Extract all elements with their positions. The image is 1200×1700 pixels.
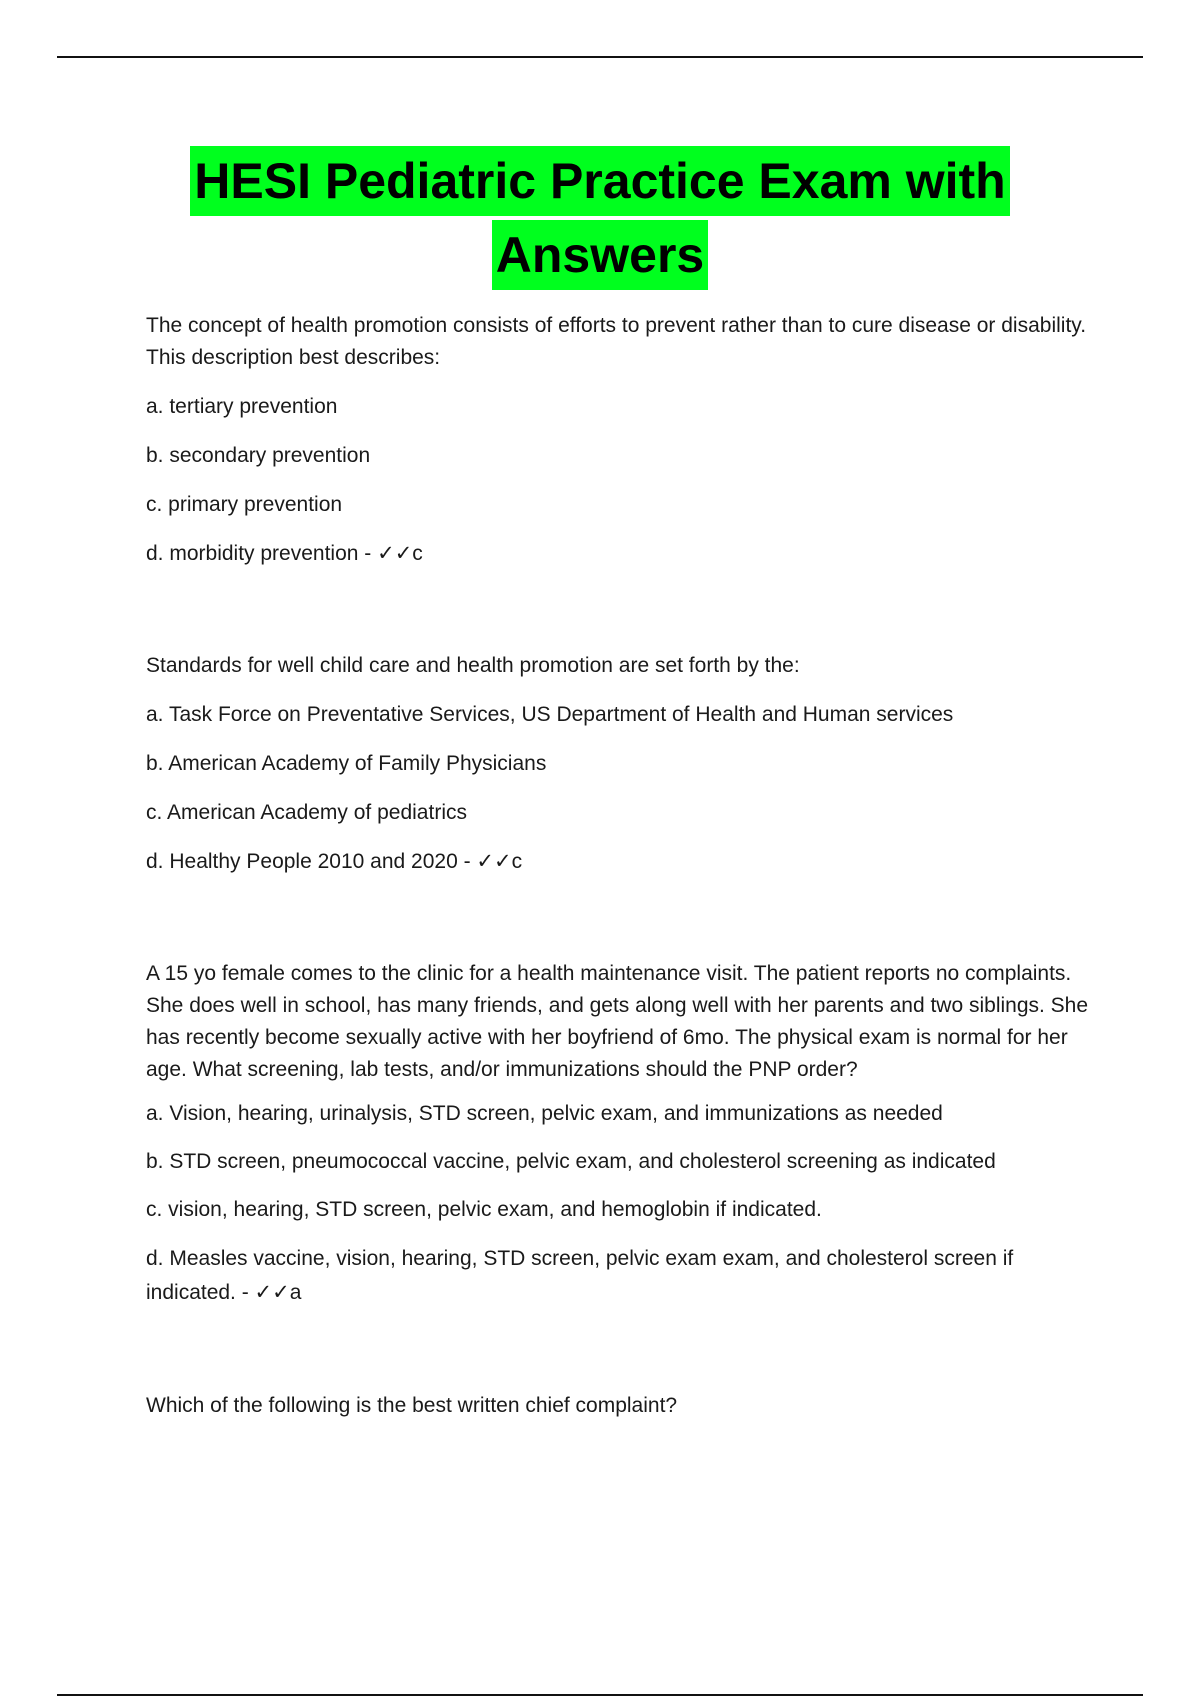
answer-option: b. American Academy of Family Physicians — [146, 752, 547, 775]
question-1 — [146, 310, 1096, 570]
answer-option: b. STD screen, pneumococcal vaccine, pelvic exam, and cholesterol screening as indicated — [146, 1150, 996, 1173]
answer-option: d. Measles vaccine, vision, hearing, STD screen, pelvic exam exam, and cholesterol screen if indicated. - ✓✓a — [146, 1247, 1014, 1304]
answer-option: a. Vision, hearing, urinalysis, STD screen, pelvic exam, and immunizations as needed — [146, 1102, 943, 1125]
question-text: The concept of health promotion consists of efforts to prevent rather than to cure disease or disability. This description best describes: — [146, 314, 1087, 369]
question-4 — [146, 1390, 1096, 1422]
title-line-1: HESI Pediatric Practice Exam with — [190, 146, 1009, 216]
answer-option: b. secondary prevention — [146, 444, 371, 467]
question-text: A 15 yo female comes to the clinic for a health maintenance visit. The patient reports no complaints. She does well in school, has many friends, and gets along well with her parents and two siblings. She has recently become sexually active with her boyfriend of 6mo. The physical exam is normal for her age. What screening, lab tests, and/or immunizations should the PNP order? — [146, 962, 1089, 1081]
question-3 — [146, 958, 1096, 1310]
bottom-rule — [57, 1694, 1143, 1696]
title-line-2: Answers — [492, 220, 708, 290]
question-text: Which of the following is the best written chief complaint? — [146, 1394, 678, 1417]
answer-option: c. American Academy of pediatrics — [146, 801, 467, 824]
answer-option: a. Task Force on Preventative Services, US Department of Health and Human services — [146, 703, 954, 726]
question-text: Standards for well child care and health promotion are set forth by the: — [146, 654, 800, 677]
answer-option: d. morbidity prevention - ✓✓c — [146, 542, 423, 565]
answer-option: a. tertiary prevention — [146, 395, 338, 418]
document-title — [0, 146, 1200, 294]
answer-option: c. vision, hearing, STD screen, pelvic exam, and hemoglobin if indicated. — [146, 1198, 822, 1221]
document-body — [146, 310, 1096, 1502]
top-rule — [57, 56, 1143, 58]
answer-option: d. Healthy People 2010 and 2020 - ✓✓c — [146, 850, 523, 873]
answer-option: c. primary prevention — [146, 493, 343, 516]
question-2 — [146, 650, 1096, 878]
